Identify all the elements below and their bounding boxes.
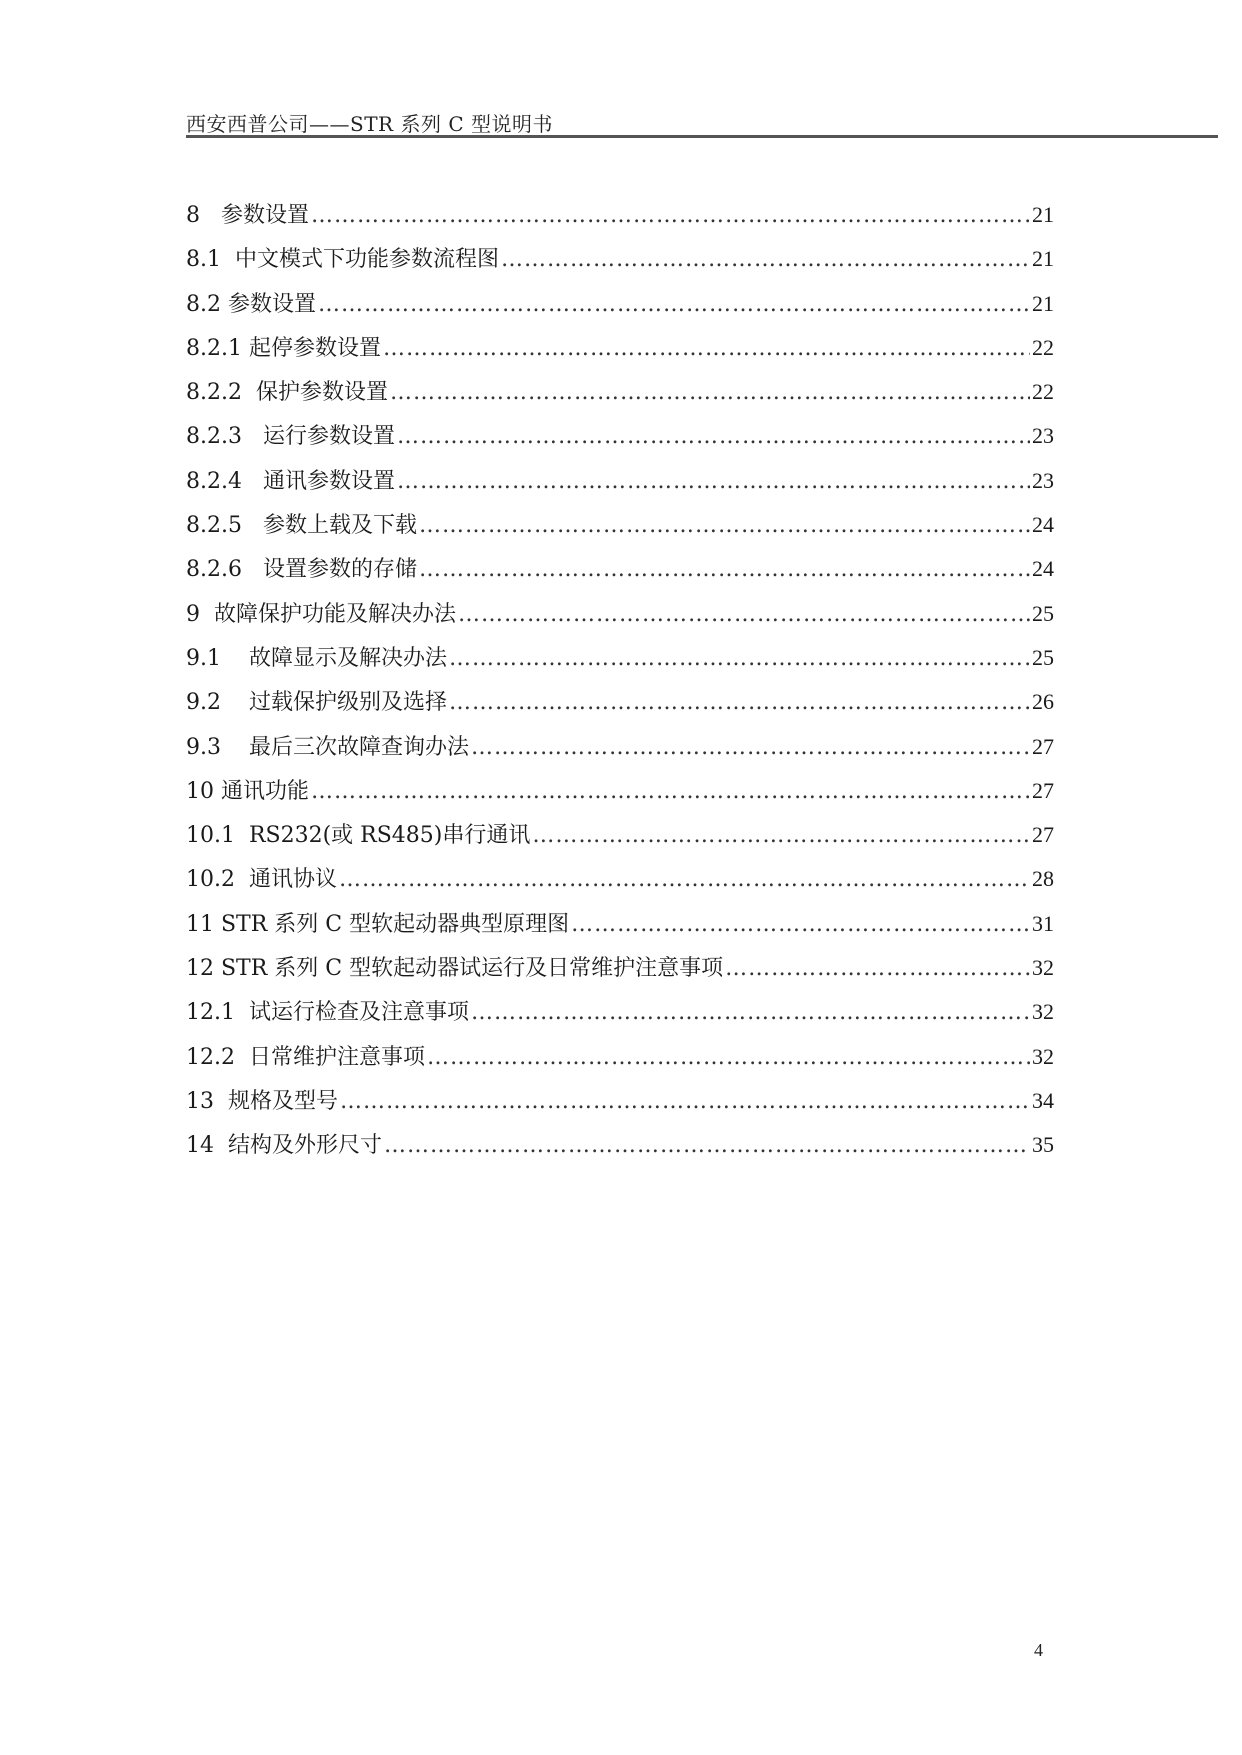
toc-entry [186, 242, 1054, 286]
toc-entry-page: 22 [1032, 379, 1054, 405]
toc-entry-page: 31 [1032, 910, 1054, 936]
toc-entry-title: 10.2 通讯协议 [186, 867, 337, 893]
toc-entry-title: 9.1 故障显示及解决办法 [186, 645, 447, 671]
toc-entry-title: 8 参数设置 [186, 203, 309, 228]
toc-dot-leader [499, 247, 1030, 272]
toc-dot-leader [316, 292, 1030, 317]
toc-entry-page: 28 [1032, 866, 1054, 892]
toc-entry-page: 25 [1032, 644, 1054, 670]
toc-entry [186, 198, 1054, 242]
toc-entry-title: 12 STR 系列 C 型软起动器试运行及日常维护注意事项 [186, 956, 724, 982]
toc-entry [186, 419, 1054, 463]
table-of-contents [186, 198, 1054, 1173]
toc-entry-title: 10.1 RS232(或 RS485)串行通讯 [186, 823, 531, 849]
toc-entry-title: 8.2 参数设置 [186, 291, 316, 317]
toc-entry-page: 35 [1032, 1132, 1054, 1158]
toc-dot-leader [417, 513, 1030, 538]
toc-entry-title: 14 结构及外形尺寸 [186, 1133, 382, 1159]
toc-entry-title: 8.2.5 参数上载及下载 [186, 513, 417, 539]
toc-entry [186, 862, 1054, 906]
header-divider [186, 135, 1218, 138]
toc-dot-leader [395, 469, 1030, 494]
toc-entry [186, 907, 1054, 951]
toc-entry-page: 23 [1032, 423, 1054, 449]
toc-entry [186, 951, 1054, 995]
toc-dot-leader [382, 1133, 1030, 1158]
toc-entry [186, 331, 1054, 375]
toc-entry-page: 25 [1032, 600, 1054, 626]
toc-entry-page: 21 [1032, 202, 1054, 227]
toc-entry-page: 21 [1032, 246, 1054, 272]
toc-entry [186, 641, 1054, 685]
toc-dot-leader [569, 912, 1030, 937]
toc-entry-title: 9 故障保护功能及解决办法 [186, 601, 456, 627]
toc-entry-title: 8.2.3 运行参数设置 [186, 424, 395, 450]
toc-dot-leader [447, 690, 1030, 715]
toc-dot-leader [395, 424, 1030, 449]
page-number: 4 [1034, 1640, 1043, 1660]
toc-entry-page: 32 [1032, 999, 1054, 1025]
toc-entry-page: 34 [1032, 1087, 1054, 1113]
toc-entry-title: 10 通讯功能 [186, 778, 309, 804]
toc-entry [186, 375, 1054, 419]
toc-entry [186, 597, 1054, 641]
document-header: 西安西普公司——STR 系列 C 型说明书 [186, 112, 553, 136]
toc-entry [186, 730, 1054, 774]
toc-entry-title: 12.2 日常维护注意事项 [186, 1044, 425, 1070]
toc-dot-leader [723, 956, 1030, 981]
toc-entry [186, 1084, 1054, 1128]
toc-dot-leader [425, 1045, 1030, 1070]
toc-entry [186, 287, 1054, 331]
toc-entry-title: 8.2.2 保护参数设置 [186, 380, 388, 406]
toc-entry-title: 13 规格及型号 [186, 1088, 338, 1114]
toc-dot-leader [469, 1000, 1030, 1025]
toc-entry [186, 818, 1054, 862]
toc-entry-page: 32 [1032, 955, 1054, 981]
toc-dot-leader [469, 735, 1030, 760]
toc-entry-title: 8.2.6 设置参数的存储 [186, 557, 417, 583]
toc-entry-page: 21 [1032, 290, 1054, 316]
toc-entry [186, 685, 1054, 729]
toc-entry [186, 464, 1054, 508]
toc-entry-title: 11 STR 系列 C 型软起动器典型原理图 [186, 911, 570, 937]
toc-entry-page: 23 [1032, 467, 1054, 493]
toc-dot-leader [309, 779, 1030, 804]
toc-dot-leader [530, 823, 1030, 848]
toc-dot-leader [447, 646, 1030, 671]
toc-entry-page: 27 [1032, 822, 1054, 848]
toc-entry [186, 508, 1054, 552]
toc-entry-page: 26 [1032, 689, 1054, 715]
toc-entry [186, 1128, 1054, 1172]
toc-dot-leader [381, 336, 1030, 361]
toc-dot-leader [388, 380, 1030, 405]
toc-entry-title: 9.3 最后三次故障查询办法 [186, 734, 469, 760]
toc-entry-page: 24 [1032, 556, 1054, 582]
toc-entry [186, 552, 1054, 596]
toc-entry-title: 8.2.4 通讯参数设置 [186, 468, 395, 494]
toc-entry-page: 22 [1032, 334, 1054, 360]
toc-dot-leader [309, 203, 1030, 228]
toc-entry [186, 774, 1054, 818]
toc-entry-page: 32 [1032, 1043, 1054, 1069]
toc-entry [186, 1040, 1054, 1084]
toc-entry-title: 9.2 过载保护级别及选择 [186, 690, 447, 716]
toc-entry [186, 995, 1054, 1039]
toc-dot-leader [417, 557, 1030, 582]
toc-entry-page: 27 [1032, 777, 1054, 803]
toc-entry-title: 8.1 中文模式下功能参数流程图 [186, 247, 499, 273]
toc-entry-page: 27 [1032, 733, 1054, 759]
toc-dot-leader [337, 867, 1030, 892]
toc-entry-title: 8.2.1 起停参数设置 [186, 335, 381, 361]
toc-entry-page: 24 [1032, 512, 1054, 538]
toc-dot-leader [338, 1089, 1030, 1114]
toc-dot-leader [456, 602, 1030, 627]
toc-entry-title: 12.1 试运行检查及注意事项 [186, 1000, 469, 1026]
